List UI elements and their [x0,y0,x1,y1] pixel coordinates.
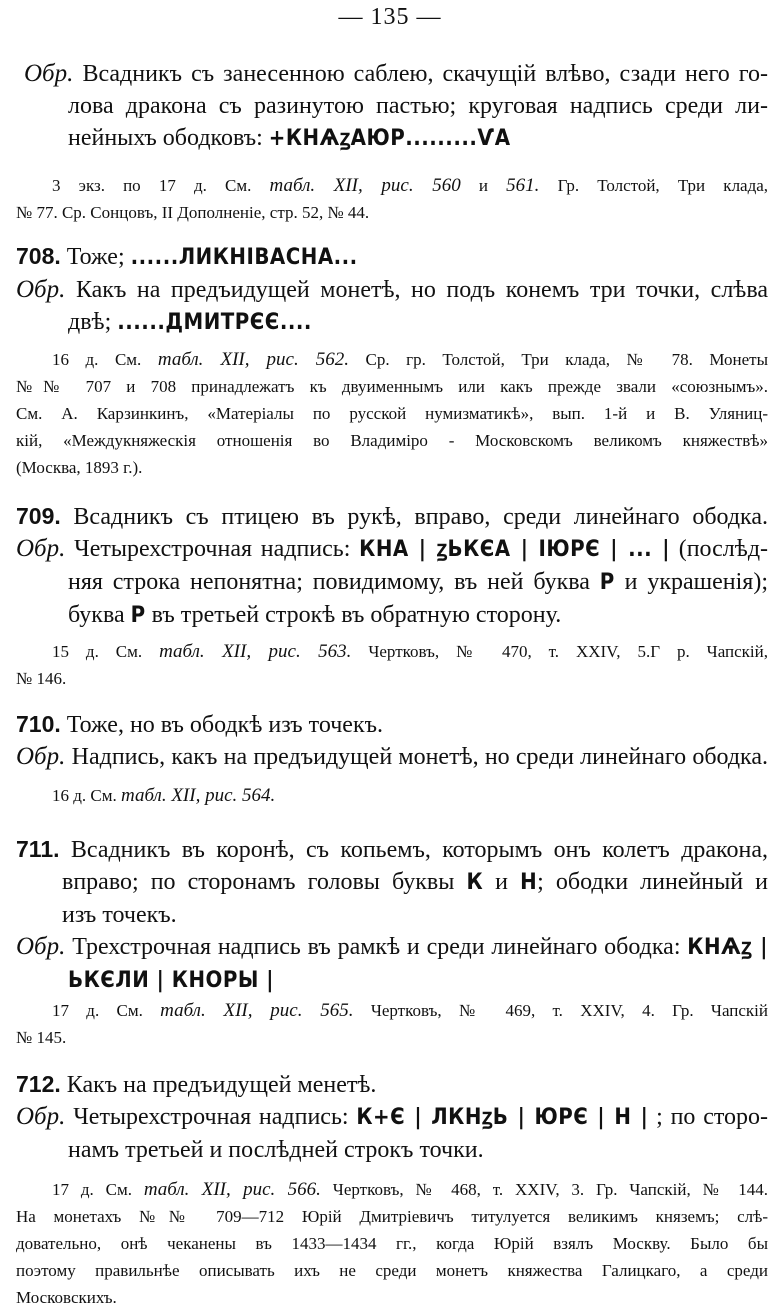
text: № 146. [16,669,67,688]
coin-legend: КНѦꙁ | [687,935,768,960]
note-line [16,172,768,199]
text-line [16,1068,768,1101]
text: Ср. гр. Толстой, Три клада, № 78. Монеты [365,350,768,369]
text: двѣ; [68,309,112,335]
text-line [16,1134,768,1166]
text: и [495,869,509,895]
text: Надпись, какъ на предъидущей монетѣ, но среди линейнаго ободка. [71,744,768,770]
text-line [16,899,768,931]
note-line [16,199,768,226]
text-line [16,240,768,274]
text: въ третьей строкѣ въ обратную сторону. [151,602,562,628]
text: Какъ на предъидущей монетѣ, но подъ конемъ три точки, слѣва [75,277,768,303]
entry-707-note [16,172,768,226]
entry-710-note [16,782,768,809]
text: Тоже; [66,244,125,270]
text-line [16,58,768,90]
text-line [16,122,768,155]
coin-legend: ......ДМИТРЄЄ.... [117,310,312,335]
text: 17 д. См. [52,1001,143,1020]
text: Гр. Толстой, Три клада, [557,176,768,195]
text: няя строка непонятна; повидимому, въ ней буква [68,569,590,595]
entry-709 [16,500,768,632]
entry-708 [16,240,768,339]
text: нейныхъ ободковъ: [68,125,263,151]
text-line [16,533,768,566]
text: табл. XII, рис. 563. [159,641,352,662]
text: табл. XII, рис. 566. [143,1179,321,1200]
entry-707-continued [16,58,768,155]
coin-legend: КНА | ꙁЬКЄА | ІЮРЄ | ... | [359,537,670,562]
obverse-label: Обр. [16,933,66,960]
text: № 145. [16,1028,67,1047]
obverse-label: Обр. [16,743,66,770]
coin-legend: ЬКЄЛИ | КНОРЫ | [68,968,274,993]
text: Чертковъ, № 470, т. XXIV, 5.Г р. Чапскій, [368,642,768,661]
note-line [16,427,768,454]
text-line [16,500,768,533]
text: лова дракона съ разинутою пастью; круговая надпись среди ли- [68,93,768,119]
obverse-label: Обр. [24,60,74,87]
text: вправо; по сторонамъ головы буквы [62,869,455,895]
note-line [16,454,768,481]
text-line [16,741,768,773]
text-line [16,964,768,997]
entry-number: 711. [16,836,60,862]
text: 3 экз. по 17 д. См. [52,176,252,195]
obverse-label: Обр. [16,535,66,562]
note-line [16,997,768,1024]
obverse-label: Обр. [16,1103,66,1130]
note-line [16,1203,768,1230]
text: 17 д. См. [52,1180,132,1199]
coin-legend: К+Є | ЛКНꙁЬ | ЮРЄ | Н | [356,1105,649,1130]
text-line [16,274,768,306]
entry-711-note [16,997,768,1051]
text-line [16,708,768,741]
text-line [16,833,768,866]
note-line [16,346,768,373]
text: и украшенія); [624,569,768,595]
text: См. А. Карзинкинъ, «Матеріалы по русской нумизматикѣ», вып. 1-й и В. Уляниц- [16,404,768,423]
text: поэтому правильнѣе описывать ихъ не среди монетъ княжества Галицкаго, а среди [16,1261,768,1280]
text: ; ободки линейный и [537,869,768,895]
obverse-label: Обр. [16,276,66,303]
note-line [16,400,768,427]
text: буква [68,602,125,628]
note-line [16,782,768,809]
letter: Н [520,870,538,895]
note-line [16,1230,768,1257]
coin-legend: +КНѦꙁАЮР.........ѴА [268,126,511,151]
text-line [16,931,768,964]
text: 15 д. См. [52,642,143,661]
text: кій, «Междукняжескія отношенія во Владиміро - Московскомъ великомъ княжествѣ» [16,431,768,450]
page-number: — 135 — [338,4,442,30]
text: Всадникъ съ занесенною саблею, скачущій влѣво, сзади него го- [82,61,768,87]
entry-number: 712. [16,1071,61,1097]
text: Чертковъ, № 469, т. XXIV, 4. Гр. Чапскій [370,1001,768,1020]
text: На монетахъ №№ 709—712 Юрій Дмитріевичъ титулуется великимъ княземъ; слѣ- [16,1207,768,1226]
text-line [16,566,768,599]
entry-710 [16,708,768,773]
letter: Р [130,603,146,628]
text: (послѣд- [678,536,768,562]
entry-711 [16,833,768,997]
note-line [16,1024,768,1051]
letter: Р [599,570,615,595]
text: и [478,176,488,195]
entry-712 [16,1068,768,1166]
entry-709-note [16,638,768,692]
entry-number: 708. [16,243,61,269]
text: Всадникъ съ птицею въ рукѣ, вправо, среди линейнаго ободка. [73,504,768,530]
note-line [16,638,768,665]
entry-number: 710. [16,711,61,737]
text: Всадникъ въ коронѣ, съ копьемъ, которымъ онъ колетъ дракона, [70,837,768,863]
text-line [16,866,768,899]
note-line [16,1257,768,1284]
text: 16 д. См. [52,350,142,369]
text-line [16,306,768,339]
text: Четырехстрочная надпись: [73,1104,349,1130]
coin-legend: ......ЛИКНІВАСНА... [130,245,358,270]
text-line [16,90,768,122]
entry-number: 709. [16,503,61,529]
text: Московскихъ. [16,1288,117,1307]
entry-712-note [16,1176,768,1311]
text: № 77. Ср. Сонцовъ, II Дополненіе, стр. 52, № 44. [16,203,370,222]
text: табл. XII, рис. 565. [160,1000,354,1021]
text-line [16,1101,768,1134]
text: намъ третьей и послѣдней строкъ точки. [68,1137,484,1163]
text: Тоже, но въ ободкѣ изъ точекъ. [66,712,384,738]
text: (Москва, 1893 г.). [16,458,143,477]
note-line [16,665,768,692]
letter: К [466,870,484,895]
text: Трехстрочная надпись въ рамкѣ и среди линейнаго ободка: [72,934,681,960]
note-line [16,1284,768,1311]
text: Чертковъ, № 468, т. XXIV, 3. Гр. Чапскій, № 144. [332,1180,768,1199]
entry-708-note [16,346,768,481]
text: довательно, онѣ чеканены въ 1433—1434 гг., когда Юрій взялъ Москву. Было бы [16,1234,768,1253]
note-line [16,373,768,400]
text: табл. XII, рис. 560 [269,175,461,196]
text: изъ точекъ. [62,902,177,928]
text: табл. XII, рис. 562. [157,349,349,370]
text: 16 д. См. [52,786,117,805]
text: №№ 707 и 708 принадлежатъ къ двуименнымъ или какъ прежде звали «союзнымъ». [16,377,768,396]
text: табл. XII, рис. 564. [121,785,276,806]
text: Четырехстрочная надпись: [74,536,351,562]
note-line [16,1176,768,1203]
text: ; по сторо- [656,1104,768,1130]
text-line [16,599,768,632]
text: 561. [506,175,540,196]
text: Какъ на предъидущей менетѣ. [66,1072,377,1098]
